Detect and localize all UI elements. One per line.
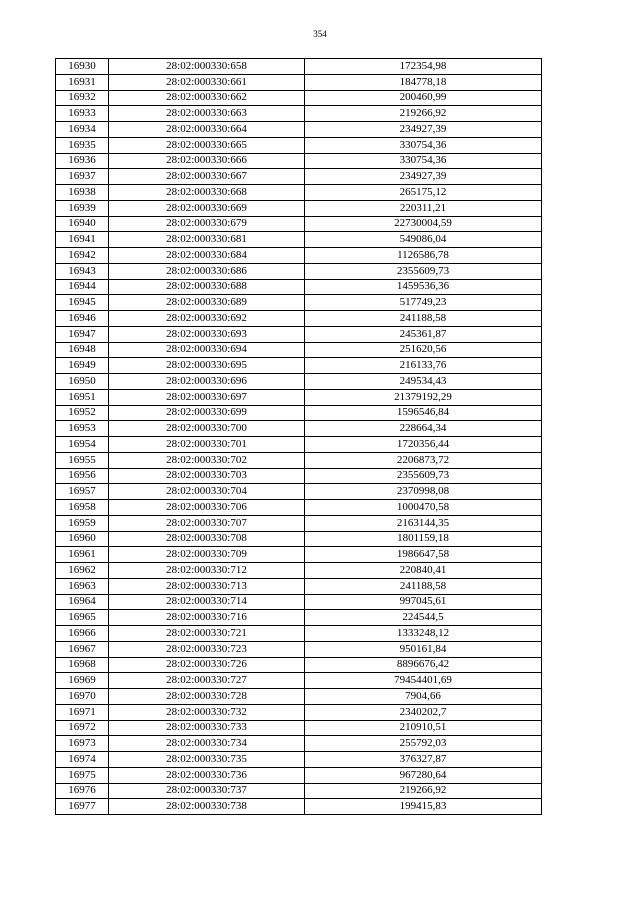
value-cell: 330754,36: [305, 137, 542, 153]
value-cell: 1126586,78: [305, 248, 542, 264]
row-number-cell: 16977: [56, 799, 109, 815]
row-number-cell: 16932: [56, 90, 109, 106]
row-number-cell: 16955: [56, 452, 109, 468]
cadastral-number-cell: 28:02:000330:733: [109, 720, 305, 736]
table-row: [56, 153, 542, 169]
cadastral-number-cell: 28:02:000330:709: [109, 547, 305, 563]
value-cell: 210910,51: [305, 720, 542, 736]
value-cell: 2340202,7: [305, 704, 542, 720]
table-row: [56, 216, 542, 232]
value-cell: 245361,87: [305, 326, 542, 342]
cadastral-number-cell: 28:02:000330:661: [109, 74, 305, 90]
value-cell: 200460,99: [305, 90, 542, 106]
table-row: [56, 405, 542, 421]
cadastral-number-cell: 28:02:000330:684: [109, 248, 305, 264]
value-cell: 2370998,08: [305, 484, 542, 500]
row-number-cell: 16938: [56, 185, 109, 201]
table-row: [56, 358, 542, 374]
value-cell: 549086,04: [305, 232, 542, 248]
value-cell: 172354,98: [305, 59, 542, 75]
cadastral-number-cell: 28:02:000330:721: [109, 626, 305, 642]
table-row: [56, 90, 542, 106]
table-row: [56, 279, 542, 295]
value-cell: 79454401,69: [305, 673, 542, 689]
row-number-cell: 16943: [56, 263, 109, 279]
row-number-cell: 16976: [56, 783, 109, 799]
cadastral-number-cell: 28:02:000330:679: [109, 216, 305, 232]
value-cell: 184778,18: [305, 74, 542, 90]
cadastral-number-cell: 28:02:000330:728: [109, 689, 305, 705]
table-row: [56, 641, 542, 657]
cadastral-number-cell: 28:02:000330:658: [109, 59, 305, 75]
table-row: [56, 673, 542, 689]
cadastral-number-cell: 28:02:000330:735: [109, 752, 305, 768]
value-cell: 1000470,58: [305, 500, 542, 516]
table-row: [56, 563, 542, 579]
cadastral-number-cell: 28:02:000330:704: [109, 484, 305, 500]
table-row: [56, 74, 542, 90]
value-cell: 2355609,73: [305, 468, 542, 484]
table-row: [56, 720, 542, 736]
row-number-cell: 16935: [56, 137, 109, 153]
table-row: [56, 248, 542, 264]
value-cell: 330754,36: [305, 153, 542, 169]
table-row: [56, 295, 542, 311]
row-number-cell: 16958: [56, 500, 109, 516]
table-row: [56, 263, 542, 279]
cadastral-number-cell: 28:02:000330:697: [109, 389, 305, 405]
value-cell: 219266,92: [305, 783, 542, 799]
table-row: [56, 421, 542, 437]
row-number-cell: 16968: [56, 657, 109, 673]
cadastral-number-cell: 28:02:000330:663: [109, 106, 305, 122]
value-cell: 228664,34: [305, 421, 542, 437]
table-row: [56, 610, 542, 626]
value-cell: 22730004,59: [305, 216, 542, 232]
table-row: [56, 594, 542, 610]
row-number-cell: 16967: [56, 641, 109, 657]
cadastral-number-cell: 28:02:000330:699: [109, 405, 305, 421]
value-cell: 234927,39: [305, 169, 542, 185]
row-number-cell: 16951: [56, 389, 109, 405]
cadastral-number-cell: 28:02:000330:694: [109, 342, 305, 358]
value-cell: 950161,84: [305, 641, 542, 657]
table-row: [56, 689, 542, 705]
cadastral-number-cell: 28:02:000330:693: [109, 326, 305, 342]
row-number-cell: 16941: [56, 232, 109, 248]
value-cell: 967280,64: [305, 767, 542, 783]
cadastral-number-cell: 28:02:000330:738: [109, 799, 305, 815]
row-number-cell: 16939: [56, 200, 109, 216]
cadastral-number-cell: 28:02:000330:669: [109, 200, 305, 216]
cadastral-number-cell: 28:02:000330:667: [109, 169, 305, 185]
cadastral-number-cell: 28:02:000330:706: [109, 500, 305, 516]
value-cell: 1801159,18: [305, 531, 542, 547]
cadastral-number-cell: 28:02:000330:714: [109, 594, 305, 610]
cadastral-number-cell: 28:02:000330:732: [109, 704, 305, 720]
row-number-cell: 16950: [56, 374, 109, 390]
table-row: [56, 122, 542, 138]
row-number-cell: 16957: [56, 484, 109, 500]
cadastral-number-cell: 28:02:000330:703: [109, 468, 305, 484]
row-number-cell: 16970: [56, 689, 109, 705]
table-row: [56, 389, 542, 405]
table-row: [56, 137, 542, 153]
value-cell: 1459536,36: [305, 279, 542, 295]
row-number-cell: 16975: [56, 767, 109, 783]
value-cell: 199415,83: [305, 799, 542, 815]
cadastral-number-cell: 28:02:000330:734: [109, 736, 305, 752]
row-number-cell: 16934: [56, 122, 109, 138]
row-number-cell: 16964: [56, 594, 109, 610]
table-row: [56, 515, 542, 531]
table-row: [56, 752, 542, 768]
table-row: [56, 767, 542, 783]
table-row: [56, 657, 542, 673]
cadastral-number-cell: 28:02:000330:716: [109, 610, 305, 626]
row-number-cell: 16971: [56, 704, 109, 720]
row-number-cell: 16944: [56, 279, 109, 295]
row-number-cell: 16961: [56, 547, 109, 563]
table-row: [56, 311, 542, 327]
row-number-cell: 16952: [56, 405, 109, 421]
table-row: [56, 484, 542, 500]
cadastral-number-cell: 28:02:000330:666: [109, 153, 305, 169]
value-cell: 216133,76: [305, 358, 542, 374]
row-number-cell: 16933: [56, 106, 109, 122]
table-row: [56, 531, 542, 547]
value-cell: 220311,21: [305, 200, 542, 216]
value-cell: 376327,87: [305, 752, 542, 768]
row-number-cell: 16966: [56, 626, 109, 642]
value-cell: 21379192,29: [305, 389, 542, 405]
cadastral-number-cell: 28:02:000330:713: [109, 578, 305, 594]
row-number-cell: 16962: [56, 563, 109, 579]
value-cell: 241188,58: [305, 311, 542, 327]
table-row: [56, 799, 542, 815]
row-number-cell: 16953: [56, 421, 109, 437]
cadastral-value-table: [55, 58, 542, 815]
table-row: [56, 547, 542, 563]
cadastral-number-cell: 28:02:000330:695: [109, 358, 305, 374]
table-row: [56, 626, 542, 642]
row-number-cell: 16949: [56, 358, 109, 374]
table-row: [56, 59, 542, 75]
table-row: [56, 106, 542, 122]
cadastral-number-cell: 28:02:000330:681: [109, 232, 305, 248]
value-cell: 517749,23: [305, 295, 542, 311]
row-number-cell: 16947: [56, 326, 109, 342]
cadastral-number-cell: 28:02:000330:700: [109, 421, 305, 437]
row-number-cell: 16965: [56, 610, 109, 626]
table-row: [56, 185, 542, 201]
table-row: [56, 468, 542, 484]
value-cell: 265175,12: [305, 185, 542, 201]
value-cell: 249534,43: [305, 374, 542, 390]
value-cell: 251620,56: [305, 342, 542, 358]
value-cell: 234927,39: [305, 122, 542, 138]
table-row: [56, 783, 542, 799]
table-row: [56, 704, 542, 720]
table-row: [56, 500, 542, 516]
value-cell: 219266,92: [305, 106, 542, 122]
value-cell: 2355609,73: [305, 263, 542, 279]
cadastral-number-cell: 28:02:000330:662: [109, 90, 305, 106]
row-number-cell: 16945: [56, 295, 109, 311]
cadastral-number-cell: 28:02:000330:708: [109, 531, 305, 547]
value-cell: 1333248,12: [305, 626, 542, 642]
row-number-cell: 16954: [56, 437, 109, 453]
value-cell: 1986647,58: [305, 547, 542, 563]
page-number: 354: [313, 29, 327, 39]
cadastral-number-cell: 28:02:000330:726: [109, 657, 305, 673]
value-cell: 241188,58: [305, 578, 542, 594]
cadastral-number-cell: 28:02:000330:689: [109, 295, 305, 311]
row-number-cell: 16963: [56, 578, 109, 594]
value-cell: 2206873,72: [305, 452, 542, 468]
table-row: [56, 169, 542, 185]
cadastral-number-cell: 28:02:000330:696: [109, 374, 305, 390]
table-row: [56, 736, 542, 752]
row-number-cell: 16948: [56, 342, 109, 358]
cadastral-number-cell: 28:02:000330:736: [109, 767, 305, 783]
row-number-cell: 16974: [56, 752, 109, 768]
cadastral-number-cell: 28:02:000330:692: [109, 311, 305, 327]
value-cell: 1720356,44: [305, 437, 542, 453]
table-row: [56, 326, 542, 342]
cadastral-number-cell: 28:02:000330:688: [109, 279, 305, 295]
row-number-cell: 16931: [56, 74, 109, 90]
table-row: [56, 342, 542, 358]
row-number-cell: 16930: [56, 59, 109, 75]
row-number-cell: 16946: [56, 311, 109, 327]
value-cell: 224544,5: [305, 610, 542, 626]
cadastral-number-cell: 28:02:000330:707: [109, 515, 305, 531]
cadastral-number-cell: 28:02:000330:701: [109, 437, 305, 453]
cadastral-number-cell: 28:02:000330:737: [109, 783, 305, 799]
value-cell: 220840,41: [305, 563, 542, 579]
table-row: [56, 200, 542, 216]
value-cell: 7904,66: [305, 689, 542, 705]
table-row: [56, 374, 542, 390]
table-body: [56, 59, 542, 815]
row-number-cell: 16937: [56, 169, 109, 185]
cadastral-number-cell: 28:02:000330:668: [109, 185, 305, 201]
row-number-cell: 16956: [56, 468, 109, 484]
row-number-cell: 16942: [56, 248, 109, 264]
table-row: [56, 437, 542, 453]
cadastral-number-cell: 28:02:000330:727: [109, 673, 305, 689]
table-row: [56, 578, 542, 594]
cadastral-number-cell: 28:02:000330:712: [109, 563, 305, 579]
cadastral-number-cell: 28:02:000330:723: [109, 641, 305, 657]
table-row: [56, 232, 542, 248]
row-number-cell: 16936: [56, 153, 109, 169]
row-number-cell: 16960: [56, 531, 109, 547]
cadastral-number-cell: 28:02:000330:664: [109, 122, 305, 138]
value-cell: 255792,03: [305, 736, 542, 752]
value-cell: 2163144,35: [305, 515, 542, 531]
row-number-cell: 16972: [56, 720, 109, 736]
cadastral-number-cell: 28:02:000330:702: [109, 452, 305, 468]
value-cell: 1596546,84: [305, 405, 542, 421]
row-number-cell: 16940: [56, 216, 109, 232]
table-row: [56, 452, 542, 468]
row-number-cell: 16969: [56, 673, 109, 689]
cadastral-number-cell: 28:02:000330:686: [109, 263, 305, 279]
row-number-cell: 16973: [56, 736, 109, 752]
cadastral-number-cell: 28:02:000330:665: [109, 137, 305, 153]
row-number-cell: 16959: [56, 515, 109, 531]
value-cell: 997045,61: [305, 594, 542, 610]
value-cell: 8896676,42: [305, 657, 542, 673]
